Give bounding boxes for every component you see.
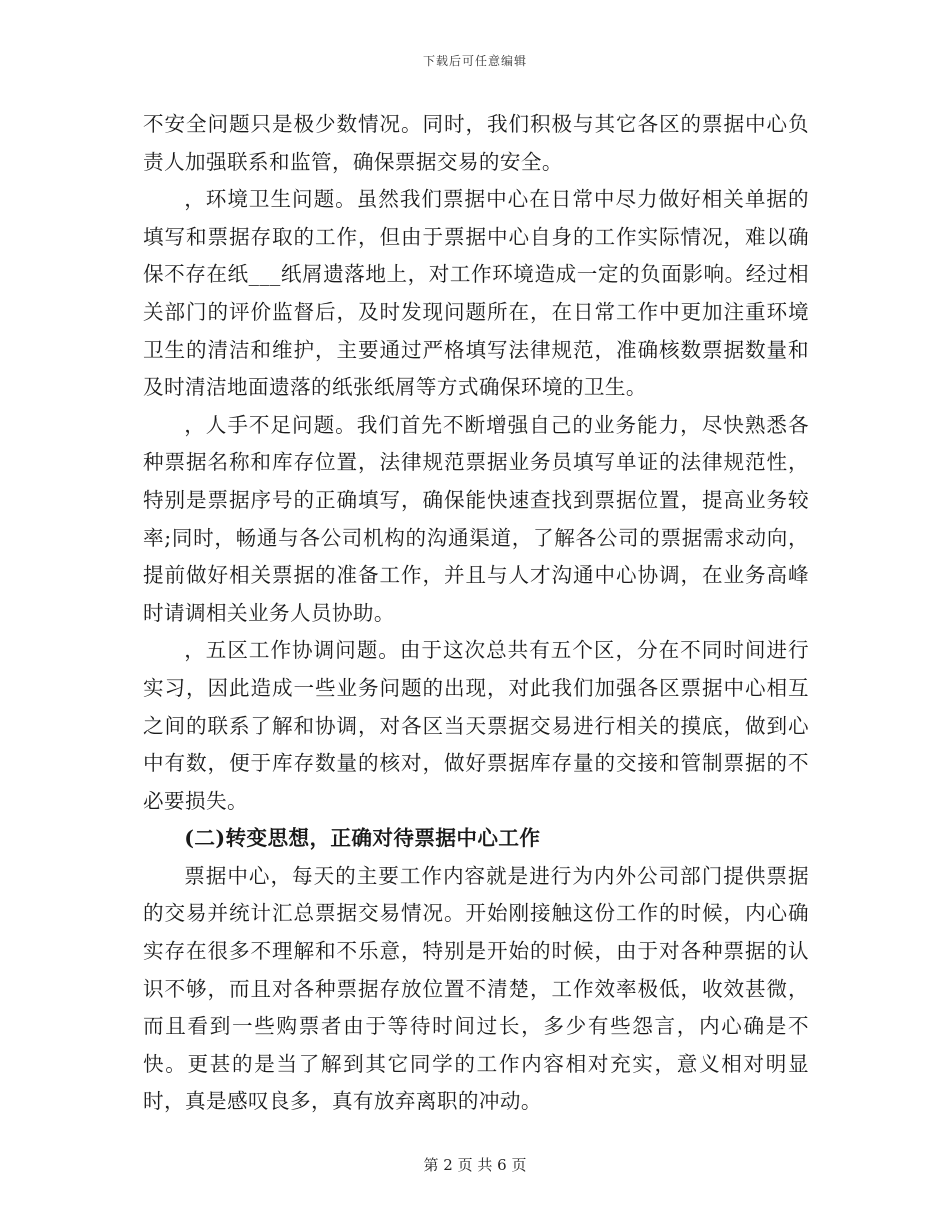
paragraph-staffing: ，人手不足问题。我们首先不断增强自己的业务能力，尽快熟悉各种票据名称和库存位置，法律规范票据业务员填写单证的法律规范性，特别是票据序号的正确填写，确保能快速查找到票据位置，提高业务较率;同时，畅通与各公司机构的沟通渠道，了解各公司的票据需求动向，提前做好相关票据的准备工作，并且与人才沟通中心协调，在业务高峰时请调相关业务人员协助。 bbox=[143, 412, 809, 625]
section-heading: (二)转变思想，正确对待票据中心工作 bbox=[184, 826, 541, 851]
document-body bbox=[143, 106, 809, 1121]
paragraph-coordination: ，五区工作协调问题。由于这次总共有五个区，分在不同时间进行实习，因此造成一些业务问题的出现，对此我们加强各区票据中心相互之间的联系了解和协调，对各区当天票据交易进行相关的摸底，做到心中有数，便于库存数量的核对，做好票据库存量的交接和管制票据的不必要损失。 bbox=[143, 638, 809, 813]
page-header: 下载后可任意编辑 bbox=[422, 54, 527, 68]
paragraph-environment: ，环境卫生问题。虽然我们票据中心在日常中尽力做好相关单据的填写和票据存取的工作，但由于票据中心自身的工作实际情况，难以确保不存在纸___纸屑遗落地上，对工作环境造成一定的负面影响。经过相关部门的评价监督后，及时发现问题所在，在日常工作中更加注重环境卫生的清洁和维护，主要通过严格填写法律规范，准确核数票据数量和及时清洁地面遗落的纸张纸屑等方式确保环境的卫生。 bbox=[143, 187, 809, 400]
page-number: 第 2 页 共 6 页 bbox=[423, 1156, 527, 1174]
paragraph-continuation: 不安全问题只是极少数情况。同时，我们积极与其它各区的票据中心负责人加强联系和监管，确保票据交易的安全。 bbox=[143, 112, 809, 174]
paragraph-mindset: 票据中心，每天的主要工作内容就是进行为内外公司部门提供票据的交易并统计汇总票据交易情况。开始刚接触这份工作的时候，内心确实存在很多不理解和不乐意，特别是开始的时候，由于对各种票据的认识不够，而且对各种票据存放位置不清楚，工作效率极低，收效甚微，而且看到一些购票者由于等待时间过长，多少有些怨言，内心确是不快。更甚的是当了解到其它同学的工作内容相对充实，意义相对明显时，真是感叹良多，真有放弃离职的冲动。 bbox=[143, 863, 809, 1114]
